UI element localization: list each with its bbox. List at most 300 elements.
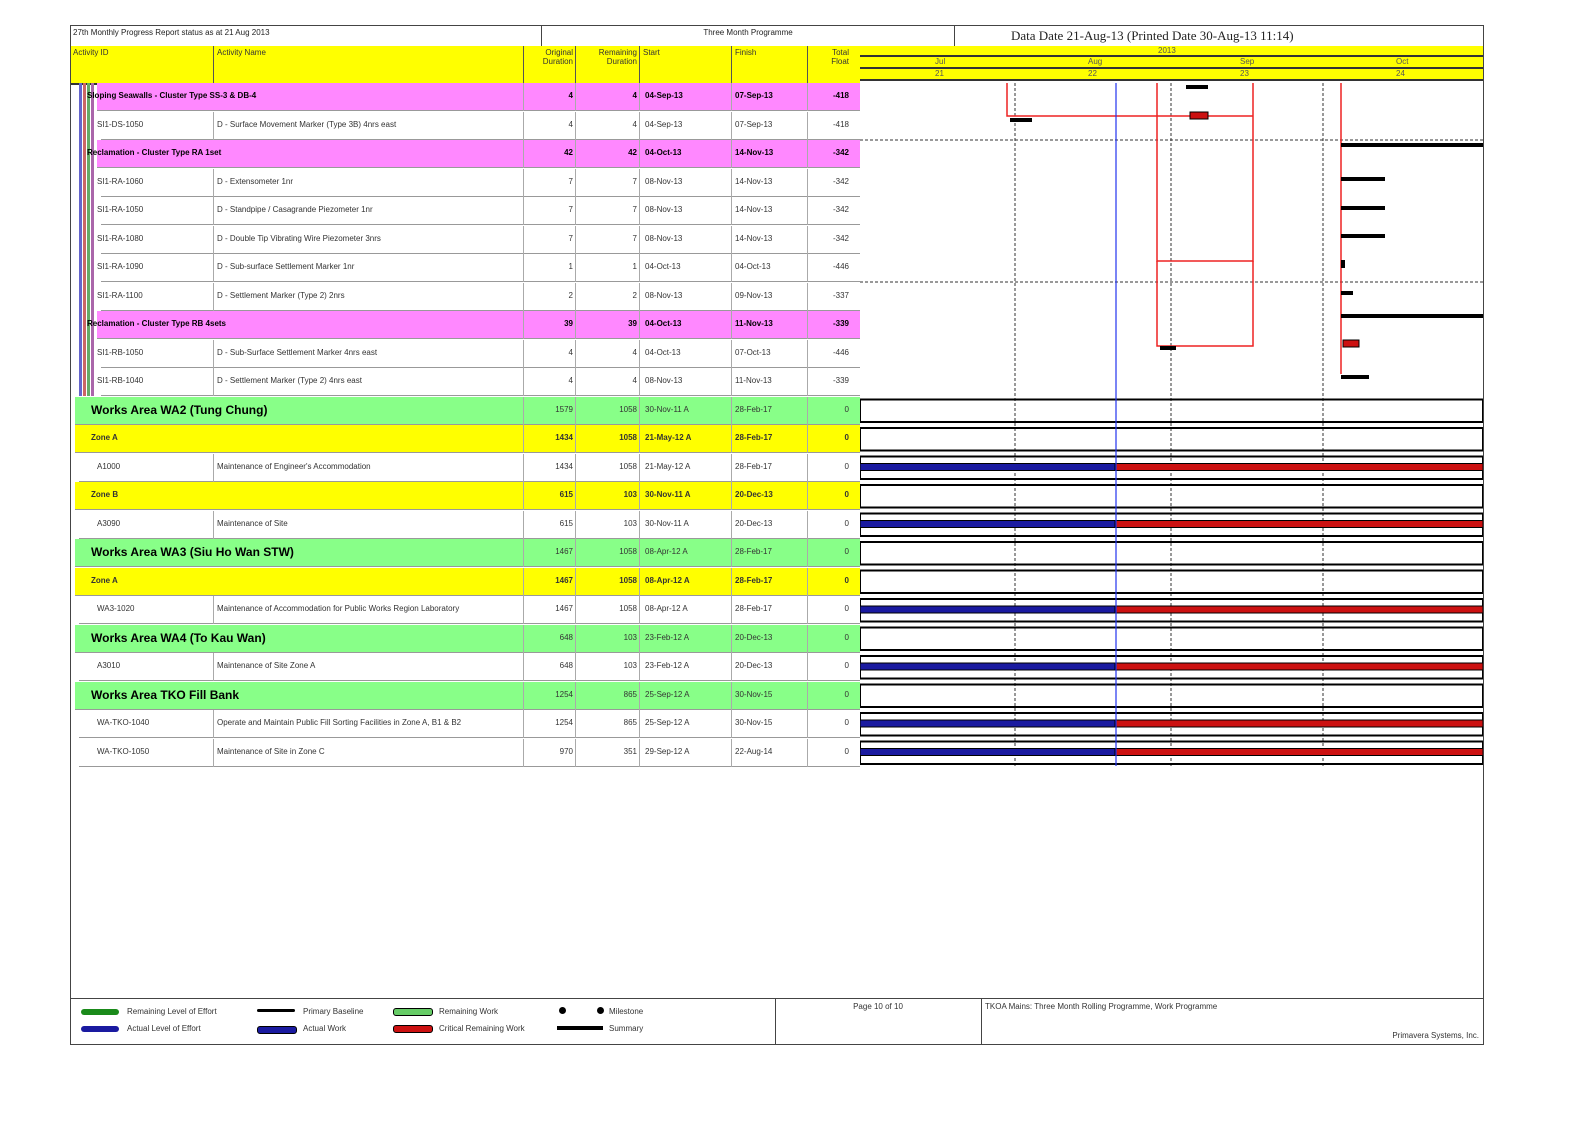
activity-row[interactable] bbox=[97, 368, 860, 396]
remaining-duration: 1058 bbox=[619, 433, 637, 442]
total-float: 0 bbox=[844, 746, 849, 756]
start-date: 04-Oct-13 bbox=[645, 347, 681, 357]
cell-divider bbox=[523, 425, 524, 453]
header-divider bbox=[575, 46, 576, 83]
activity-row[interactable] bbox=[79, 653, 860, 681]
report-center-title: Three Month Programme bbox=[541, 26, 955, 46]
start-date: 04-Oct-13 bbox=[645, 262, 681, 271]
activity-name: Works Area WA3 (Siu Ho Wan STW) bbox=[91, 545, 294, 559]
header-divider bbox=[807, 46, 808, 83]
total-float: 0 bbox=[844, 718, 849, 727]
cell-divider bbox=[639, 397, 640, 425]
critical-remaining-bar bbox=[1115, 749, 1483, 756]
original-duration: 615 bbox=[559, 518, 573, 528]
cell-divider bbox=[807, 226, 808, 254]
cell-divider bbox=[575, 311, 576, 339]
total-float: -337 bbox=[832, 290, 849, 300]
cell-divider bbox=[807, 454, 808, 482]
summary-bar bbox=[1341, 143, 1483, 147]
cell-divider bbox=[639, 197, 640, 225]
total-float: 0 bbox=[844, 490, 849, 499]
cell-divider bbox=[575, 169, 576, 197]
cell-divider bbox=[807, 83, 808, 111]
cell-divider bbox=[731, 169, 732, 197]
cell-divider bbox=[213, 596, 214, 624]
total-float: 0 bbox=[844, 632, 849, 642]
legend-footer bbox=[71, 998, 1483, 1045]
legend-label: Remaining Level of Effort bbox=[127, 1007, 217, 1016]
activity-name: Operate and Maintain Public Fill Sorting Facilities in Zone A, B1 & B2 bbox=[217, 718, 462, 727]
project-title: TKOA Mains: Three Month Rolling Programme, Work Programme bbox=[985, 1002, 1218, 1011]
total-float: 0 bbox=[844, 518, 849, 528]
remaining-duration: 103 bbox=[623, 632, 637, 642]
cell-divider bbox=[523, 197, 524, 225]
cell-divider bbox=[731, 226, 732, 254]
col-activity-name[interactable]: Activity Name bbox=[217, 48, 266, 57]
cell-divider bbox=[575, 596, 576, 624]
finish-date: 20-Dec-13 bbox=[735, 632, 773, 642]
finish-date: 14-Nov-13 bbox=[735, 205, 773, 214]
cell-divider bbox=[523, 83, 524, 111]
remaining-duration: 865 bbox=[623, 718, 637, 727]
start-date: 04-Oct-13 bbox=[645, 319, 682, 328]
start-date: 23-Feb-12 A bbox=[645, 632, 690, 642]
wbs-subgroup-row[interactable] bbox=[87, 140, 860, 168]
start-date: 30-Nov-11 A bbox=[645, 404, 689, 414]
timeline-year-band bbox=[860, 46, 1483, 57]
activity-row[interactable] bbox=[79, 454, 860, 482]
cell-divider bbox=[639, 682, 640, 710]
activity-id: SI1-RA-1060 bbox=[97, 176, 144, 186]
cell-divider bbox=[807, 311, 808, 339]
activity-row[interactable] bbox=[79, 511, 860, 539]
legend-swatch-actual-work bbox=[257, 1026, 297, 1034]
remaining-duration: 4 bbox=[632, 91, 637, 100]
cell-divider bbox=[523, 254, 524, 282]
cell-divider bbox=[575, 83, 576, 111]
actual-work-bar bbox=[860, 749, 1115, 756]
original-duration: 7 bbox=[568, 205, 573, 214]
activity-id: SI1-RA-1090 bbox=[97, 262, 144, 271]
start-date: 25-Sep-12 A bbox=[645, 689, 690, 699]
cell-divider bbox=[731, 254, 732, 282]
cell-divider bbox=[575, 511, 576, 539]
timeline-week: 21 bbox=[935, 69, 944, 78]
footer-divider bbox=[981, 999, 982, 1045]
cell-divider bbox=[731, 596, 732, 624]
timeline-week: 22 bbox=[1088, 69, 1097, 78]
timeline-week: 24 bbox=[1396, 69, 1405, 78]
activity-row[interactable] bbox=[79, 710, 860, 738]
finish-date: 28-Feb-17 bbox=[735, 604, 772, 613]
cell-divider bbox=[639, 169, 640, 197]
wbs-subgroup-row[interactable] bbox=[87, 311, 860, 339]
legend-label: Primary Baseline bbox=[303, 1007, 364, 1016]
cell-divider bbox=[213, 169, 214, 197]
baseline-bar bbox=[1341, 260, 1345, 268]
actual-work-bar bbox=[860, 521, 1115, 528]
activity-name: Maintenance of Accommodation for Public Works Region Laboratory bbox=[217, 604, 460, 613]
original-duration: 1434 bbox=[555, 461, 573, 471]
timeline-month-band bbox=[860, 57, 1483, 69]
cell-divider bbox=[213, 226, 214, 254]
wbs-group-row[interactable] bbox=[75, 539, 860, 567]
cell-divider bbox=[639, 511, 640, 539]
activity-id: SI1-DS-1050 bbox=[97, 119, 144, 129]
gantt-logic-links bbox=[1007, 83, 1341, 374]
cell-divider bbox=[523, 140, 524, 168]
activity-name: Reclamation - Cluster Type RA 1set bbox=[87, 148, 222, 157]
activity-name: Maintenance of Site in Zone C bbox=[217, 746, 325, 756]
activity-row[interactable] bbox=[97, 226, 860, 254]
baseline-bar bbox=[1160, 346, 1176, 350]
cell-divider bbox=[807, 340, 808, 368]
activity-name: D - Double Tip Vibrating Wire Piezometer 3nrs bbox=[217, 233, 381, 243]
activity-id: A1000 bbox=[97, 461, 121, 471]
activity-name: Maintenance of Engineer's Accommodation bbox=[217, 461, 371, 471]
cell-divider bbox=[639, 311, 640, 339]
cell-divider bbox=[213, 340, 214, 368]
remaining-duration: 42 bbox=[628, 148, 637, 157]
cell-divider bbox=[213, 254, 214, 282]
cell-divider bbox=[639, 596, 640, 624]
total-float: 0 bbox=[844, 575, 849, 585]
cell-divider bbox=[523, 169, 524, 197]
start-date: 08-Apr-12 A bbox=[645, 604, 688, 613]
cell-divider bbox=[731, 140, 732, 168]
cell-divider bbox=[639, 140, 640, 168]
remaining-duration: 1058 bbox=[619, 575, 637, 585]
wbs-subgroup-row[interactable] bbox=[75, 482, 860, 510]
activity-name: D - Extensometer 1nr bbox=[217, 176, 294, 186]
activity-name: Works Area WA2 (Tung Chung) bbox=[91, 402, 268, 417]
cell-divider bbox=[213, 710, 214, 738]
cell-divider bbox=[807, 197, 808, 225]
wbs-subgroup-row[interactable] bbox=[75, 568, 860, 596]
activity-id: WA3-1020 bbox=[97, 604, 135, 613]
cell-divider bbox=[523, 283, 524, 311]
wbs-subgroup-row[interactable] bbox=[87, 83, 860, 111]
remaining-duration: 39 bbox=[628, 319, 637, 328]
activity-name: Works Area WA4 (To Kau Wan) bbox=[91, 630, 266, 645]
cell-divider bbox=[639, 83, 640, 111]
cell-divider bbox=[731, 283, 732, 311]
cell-divider bbox=[575, 368, 576, 396]
cell-divider bbox=[523, 340, 524, 368]
wbs-level-stripes bbox=[79, 83, 97, 396]
cell-divider bbox=[807, 482, 808, 510]
finish-date: 07-Sep-13 bbox=[735, 119, 773, 129]
critical-remaining-bar bbox=[1115, 663, 1483, 670]
original-duration: 1467 bbox=[555, 575, 573, 585]
cell-divider bbox=[213, 112, 214, 140]
finish-date: 11-Nov-13 bbox=[735, 376, 772, 385]
col-original-duration[interactable]: Original Duration bbox=[542, 48, 573, 66]
cell-divider bbox=[575, 739, 576, 767]
start-date: 30-Nov-11 A bbox=[645, 518, 689, 528]
activity-id: A3090 bbox=[97, 518, 121, 528]
cell-divider bbox=[639, 425, 640, 453]
critical-bar bbox=[1343, 340, 1359, 347]
cell-divider bbox=[575, 425, 576, 453]
start-date: 08-Nov-13 bbox=[645, 233, 683, 243]
activity-row[interactable] bbox=[97, 340, 860, 368]
activity-row[interactable] bbox=[97, 283, 860, 311]
header-divider bbox=[639, 46, 640, 83]
total-float: -342 bbox=[832, 205, 849, 214]
activity-name: Maintenance of Site bbox=[217, 518, 288, 528]
start-date: 04-Sep-13 bbox=[645, 91, 683, 100]
remaining-duration: 7 bbox=[632, 205, 637, 214]
start-date: 21-May-12 A bbox=[645, 433, 692, 442]
summary-bar bbox=[1341, 314, 1483, 318]
original-duration: 615 bbox=[559, 490, 573, 499]
summary-icon bbox=[557, 1026, 603, 1030]
col-remaining-duration[interactable]: Remaining Duration bbox=[598, 48, 637, 66]
activity-id: WA-TKO-1050 bbox=[97, 746, 150, 756]
cell-divider bbox=[639, 112, 640, 140]
wbs-subgroup-row[interactable] bbox=[75, 425, 860, 453]
gantt-activity-marks bbox=[1010, 85, 1483, 379]
original-duration: 2 bbox=[568, 290, 573, 300]
total-float: -342 bbox=[832, 176, 849, 186]
legend-swatch-critical-work bbox=[393, 1025, 433, 1033]
cell-divider bbox=[731, 568, 732, 596]
cell-divider bbox=[575, 682, 576, 710]
finish-date: 11-Nov-13 bbox=[735, 319, 773, 328]
cell-divider bbox=[523, 482, 524, 510]
start-date: 30-Nov-11 A bbox=[645, 490, 691, 499]
cell-divider bbox=[807, 112, 808, 140]
original-duration: 4 bbox=[568, 347, 573, 357]
cell-divider bbox=[731, 482, 732, 510]
activity-row[interactable] bbox=[79, 739, 860, 767]
cell-divider bbox=[807, 625, 808, 653]
cell-divider bbox=[575, 226, 576, 254]
cell-divider bbox=[523, 397, 524, 425]
col-start[interactable]: Start bbox=[643, 48, 660, 57]
cell-divider bbox=[523, 511, 524, 539]
header-divider bbox=[731, 46, 732, 83]
activity-row[interactable] bbox=[97, 254, 860, 282]
baseline-bar bbox=[1341, 291, 1353, 295]
finish-date: 28-Feb-17 bbox=[735, 433, 773, 442]
remaining-duration: 103 bbox=[623, 518, 637, 528]
finish-date: 28-Feb-17 bbox=[735, 547, 772, 556]
cell-divider bbox=[807, 710, 808, 738]
legend-label: Actual Level of Effort bbox=[127, 1024, 201, 1033]
cell-divider bbox=[575, 112, 576, 140]
wbs-group-row[interactable] bbox=[75, 682, 860, 710]
original-duration: 7 bbox=[568, 233, 573, 243]
cell-divider bbox=[731, 397, 732, 425]
cell-divider bbox=[575, 625, 576, 653]
col-activity-id[interactable]: Activity ID bbox=[73, 48, 109, 57]
gantt-chart bbox=[860, 83, 1483, 766]
activity-name: Zone A bbox=[91, 575, 118, 585]
total-float: -418 bbox=[832, 91, 849, 100]
original-duration: 648 bbox=[559, 661, 573, 670]
baseline-bar bbox=[1341, 206, 1385, 210]
activity-id: A3010 bbox=[97, 661, 121, 670]
cell-divider bbox=[523, 568, 524, 596]
total-float: -342 bbox=[832, 233, 849, 243]
legend-label: Actual Work bbox=[303, 1024, 346, 1033]
actual-work-bar bbox=[860, 606, 1115, 613]
critical-remaining-bar bbox=[1115, 521, 1483, 528]
cell-divider bbox=[575, 254, 576, 282]
wbs-group-row[interactable] bbox=[75, 397, 860, 425]
col-finish[interactable]: Finish bbox=[735, 48, 757, 57]
timeline-month: Aug bbox=[1088, 57, 1103, 66]
activity-name: Zone A bbox=[91, 433, 118, 442]
original-duration: 970 bbox=[559, 746, 573, 756]
cell-divider bbox=[807, 283, 808, 311]
legend-swatch-remaining-loe bbox=[81, 1009, 119, 1015]
total-float: 0 bbox=[844, 661, 849, 670]
activity-row[interactable] bbox=[79, 596, 860, 624]
cell-divider bbox=[639, 368, 640, 396]
activity-name: D - Settlement Marker (Type 2) 4nrs east bbox=[217, 376, 362, 385]
data-date-label: Data Date 21-Aug-13 (Printed Date 30-Aug-13 11:14) bbox=[1011, 28, 1294, 43]
activity-id: SI1-RB-1050 bbox=[97, 347, 144, 357]
start-date: 08-Nov-13 bbox=[645, 176, 683, 186]
cell-divider bbox=[639, 254, 640, 282]
total-float: -342 bbox=[832, 148, 849, 157]
cell-divider bbox=[731, 653, 732, 681]
original-duration: 648 bbox=[559, 632, 573, 642]
finish-date: 07-Sep-13 bbox=[735, 91, 773, 100]
cell-divider bbox=[575, 283, 576, 311]
timeline-year: 2013 bbox=[1158, 46, 1176, 55]
cell-divider bbox=[731, 83, 732, 111]
activity-name: D - Settlement Marker (Type 2) 2nrs bbox=[217, 290, 345, 300]
cell-divider bbox=[731, 368, 732, 396]
remaining-duration: 865 bbox=[623, 689, 637, 699]
timeline-week-band bbox=[860, 69, 1483, 81]
cell-divider bbox=[807, 368, 808, 396]
remaining-duration: 1 bbox=[632, 262, 637, 271]
original-duration: 1254 bbox=[555, 689, 573, 699]
cell-divider bbox=[807, 596, 808, 624]
activity-row[interactable] bbox=[97, 197, 860, 225]
legend-label: Summary bbox=[609, 1024, 644, 1033]
cell-divider bbox=[807, 739, 808, 767]
cell-divider bbox=[639, 739, 640, 767]
remaining-duration: 4 bbox=[632, 376, 637, 385]
remaining-duration: 4 bbox=[632, 347, 637, 357]
finish-date: 14-Nov-13 bbox=[735, 233, 773, 243]
cell-divider bbox=[213, 197, 214, 225]
cell-divider bbox=[639, 482, 640, 510]
activity-name: Zone B bbox=[91, 490, 119, 499]
finish-date: 28-Feb-17 bbox=[735, 461, 772, 471]
cell-divider bbox=[731, 682, 732, 710]
legend-label: Critical Remaining Work bbox=[439, 1024, 525, 1033]
finish-date: 20-Dec-13 bbox=[735, 490, 773, 499]
legend-label: Remaining Work bbox=[439, 1007, 498, 1016]
cell-divider bbox=[575, 539, 576, 567]
milestone-icon bbox=[559, 1007, 566, 1014]
finish-date: 09-Nov-13 bbox=[735, 290, 773, 300]
remaining-duration: 1058 bbox=[619, 461, 637, 471]
total-float: 0 bbox=[844, 404, 849, 414]
start-date: 29-Sep-12 A bbox=[645, 746, 690, 756]
critical-remaining-bar bbox=[1115, 606, 1483, 613]
cell-divider bbox=[575, 340, 576, 368]
start-date: 04-Oct-13 bbox=[645, 148, 682, 157]
finish-date: 28-Feb-17 bbox=[735, 575, 773, 585]
activity-name: Sloping Seawalls - Cluster Type SS-3 & DB-4 bbox=[87, 91, 257, 100]
original-duration: 1467 bbox=[555, 547, 573, 556]
cell-divider bbox=[639, 625, 640, 653]
legend-swatch-actual-loe bbox=[81, 1026, 119, 1032]
start-date: 04-Sep-13 bbox=[645, 119, 683, 129]
finish-date: 07-Oct-13 bbox=[735, 347, 771, 357]
cell-divider bbox=[523, 596, 524, 624]
cell-divider bbox=[213, 368, 214, 396]
finish-date: 04-Oct-13 bbox=[735, 262, 771, 271]
baseline-bar bbox=[1010, 118, 1032, 122]
total-float: -446 bbox=[832, 262, 849, 271]
remaining-duration: 2 bbox=[632, 290, 637, 300]
cell-divider bbox=[807, 568, 808, 596]
cell-divider bbox=[639, 283, 640, 311]
cell-divider bbox=[213, 454, 214, 482]
finish-date: 22-Aug-14 bbox=[735, 746, 773, 756]
wbs-group-row[interactable] bbox=[75, 625, 860, 653]
total-float: 0 bbox=[844, 689, 849, 699]
cell-divider bbox=[523, 625, 524, 653]
cell-divider bbox=[807, 169, 808, 197]
original-duration: 1579 bbox=[555, 404, 573, 414]
remaining-duration: 1058 bbox=[619, 547, 637, 556]
finish-date: 14-Nov-13 bbox=[735, 176, 773, 186]
remaining-duration: 103 bbox=[623, 490, 637, 499]
legend-label: Milestone bbox=[609, 1007, 644, 1016]
total-float: -418 bbox=[832, 119, 849, 129]
col-total-float[interactable]: Total Float bbox=[831, 48, 849, 66]
timeline-week: 23 bbox=[1240, 69, 1249, 78]
cell-divider bbox=[731, 539, 732, 567]
cell-divider bbox=[639, 653, 640, 681]
total-float: -446 bbox=[832, 347, 849, 357]
activity-name: Maintenance of Site Zone A bbox=[217, 661, 316, 670]
finish-date: 28-Feb-17 bbox=[735, 404, 772, 414]
activity-row[interactable] bbox=[97, 169, 860, 197]
cell-divider bbox=[523, 653, 524, 681]
activity-row[interactable] bbox=[97, 112, 860, 140]
total-float: -339 bbox=[832, 376, 849, 385]
cell-divider bbox=[639, 539, 640, 567]
cell-divider bbox=[575, 454, 576, 482]
activity-name: D - Standpipe / Casagrande Piezometer 1nr bbox=[217, 205, 373, 214]
cell-divider bbox=[575, 140, 576, 168]
start-date: 08-Nov-13 bbox=[645, 205, 683, 214]
total-float: 0 bbox=[844, 461, 849, 471]
baseline-bar bbox=[1341, 375, 1369, 379]
page-number: Page 10 of 10 bbox=[853, 1002, 903, 1011]
total-float: -339 bbox=[832, 319, 849, 328]
cell-divider bbox=[523, 454, 524, 482]
activity-id: SI1-RA-1080 bbox=[97, 233, 144, 243]
cell-divider bbox=[731, 739, 732, 767]
cell-divider bbox=[731, 311, 732, 339]
cell-divider bbox=[213, 283, 214, 311]
cell-divider bbox=[523, 539, 524, 567]
total-float: 0 bbox=[844, 604, 849, 613]
milestone-icon bbox=[597, 1007, 604, 1014]
